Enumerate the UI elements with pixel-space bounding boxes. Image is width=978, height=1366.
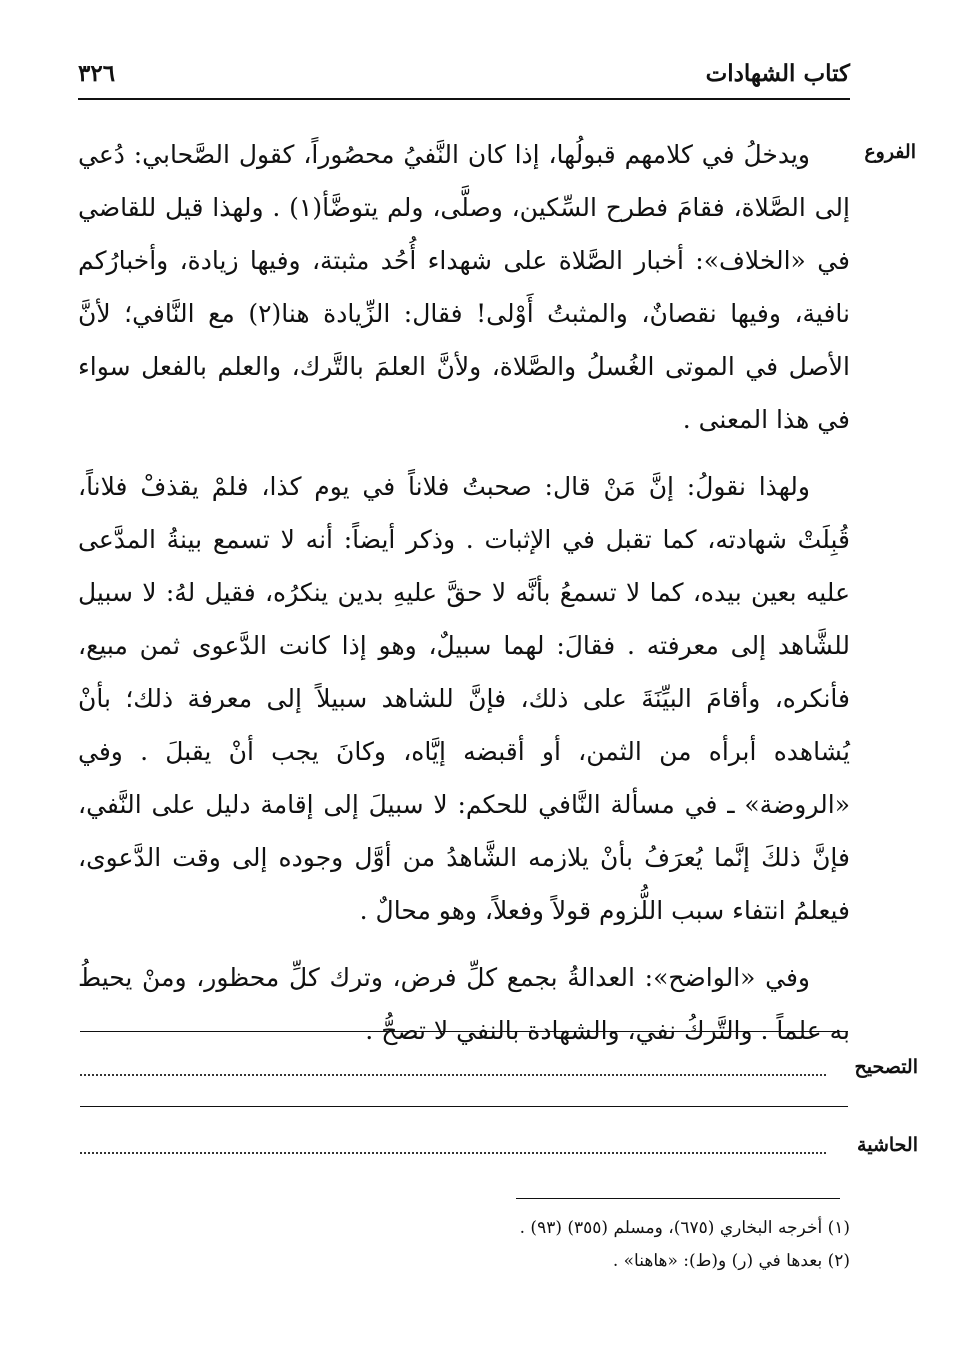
margin-note-field — [80, 1134, 918, 1164]
main-text — [78, 128, 850, 1071]
footnote-rule — [516, 1198, 840, 1199]
correction-field — [80, 1056, 918, 1086]
correction-label: التصحيح — [854, 1056, 918, 1078]
paragraph-1: ويدخلُ في كلامهم قبولُها، إذا كان النَّفيُ محصُوراً، كقول الصَّحابي: دُعي إلى الصَّلاة، فقامَ فطرح السِّكين، وصلَّى، ولم يتوضَّأ(١) . ولهذا قيل للقاضي في «الخلاف»: أخبار الصَّلاة على شهداء أُحُد مثبتة، وفيها زيادة، وأخبارُكم نافية، وفيها نقصانٌ، والمثبتُ أَوْلى! فقال: الزِّيادة هنا(٢) مع النَّافي؛ لأنَّ الأصل في الموتى الغُسلُ والصَّلاة، ولأنَّ العلمَ بالتَّرك، والعلم بالفعل سواء في هذا المعنى . — [78, 140, 851, 434]
margin-label: الفروع — [864, 141, 916, 163]
margin-note-dotted-line — [80, 1152, 826, 1154]
margin-note-label: الحاشية — [857, 1134, 918, 1156]
page-number: ٣٢٦ — [78, 60, 116, 87]
page-header — [78, 58, 850, 100]
footnote-2: (٢) بعدها في (ر) و(ط): «هاهنا» . — [612, 1251, 850, 1271]
paragraph-3: وفي «الواضح»: العدالةُ بجمع كلِّ فرض، وترك كلِّ محظور، ومنْ يحيطُ به علماً . والتَّركُ نفي، والشهادة بالنفي لا تصحُّ . — [78, 963, 850, 1045]
correction-dotted-line — [80, 1074, 826, 1076]
footnotes — [400, 1212, 850, 1278]
running-title: كتاب الشهادات — [705, 60, 850, 87]
divider-top — [80, 1031, 848, 1032]
paragraph-2: ولهذا نقولُ: إنَّ مَنْ قال: صحبتُ فلاناً في يوم كذا، فلمْ يقذفْ فلاناً، قُبِلَتْ شهادته، كما تقبل في الإثبات . وذكر أيضاً: أنه لا تسمع بينةُ المدَّعى عليه بعين بيده، كما لا تسمعُ بأنَّه لا حقَّ عليهِ بدين ينكرُه، فقيل لهُ: لا سبيل للشَّاهد إلى معرفته . فقالَ: لهما سبيلٌ، وهو إذا كانت الدَّعوى ثمن مبيع، فأنكره، وأقامَ البيِّنَةَ على ذلك، فإنَّ للشاهد سبيلاً إلى معرفة ذلك؛ بأنْ يُشاهده أبرأه من الثمن، أو أقبضه إيَّاه، وكانَ يجب أنْ يقبلَ . وفي «الروضة» ـ في مسألة النَّافي للحكم: لا سبيلَ إلى إقامة دليل على النَّفي، فإنَّ ذلكَ إنَّما يُعرَفُ بأنْ يلازمه الشَّاهدُ من أوَّل وجوده إلى وقت الدَّعوى، فيعلمُ انتفاء سبب اللُّزوم قولاً وفعلاً، وهو محالٌ . — [78, 472, 850, 925]
footnote-1: (١) أخرجه البخاري (٦٧٥)، ومسلم (٣٥٥) (٩٣) . — [519, 1218, 850, 1238]
divider-middle — [80, 1106, 848, 1107]
